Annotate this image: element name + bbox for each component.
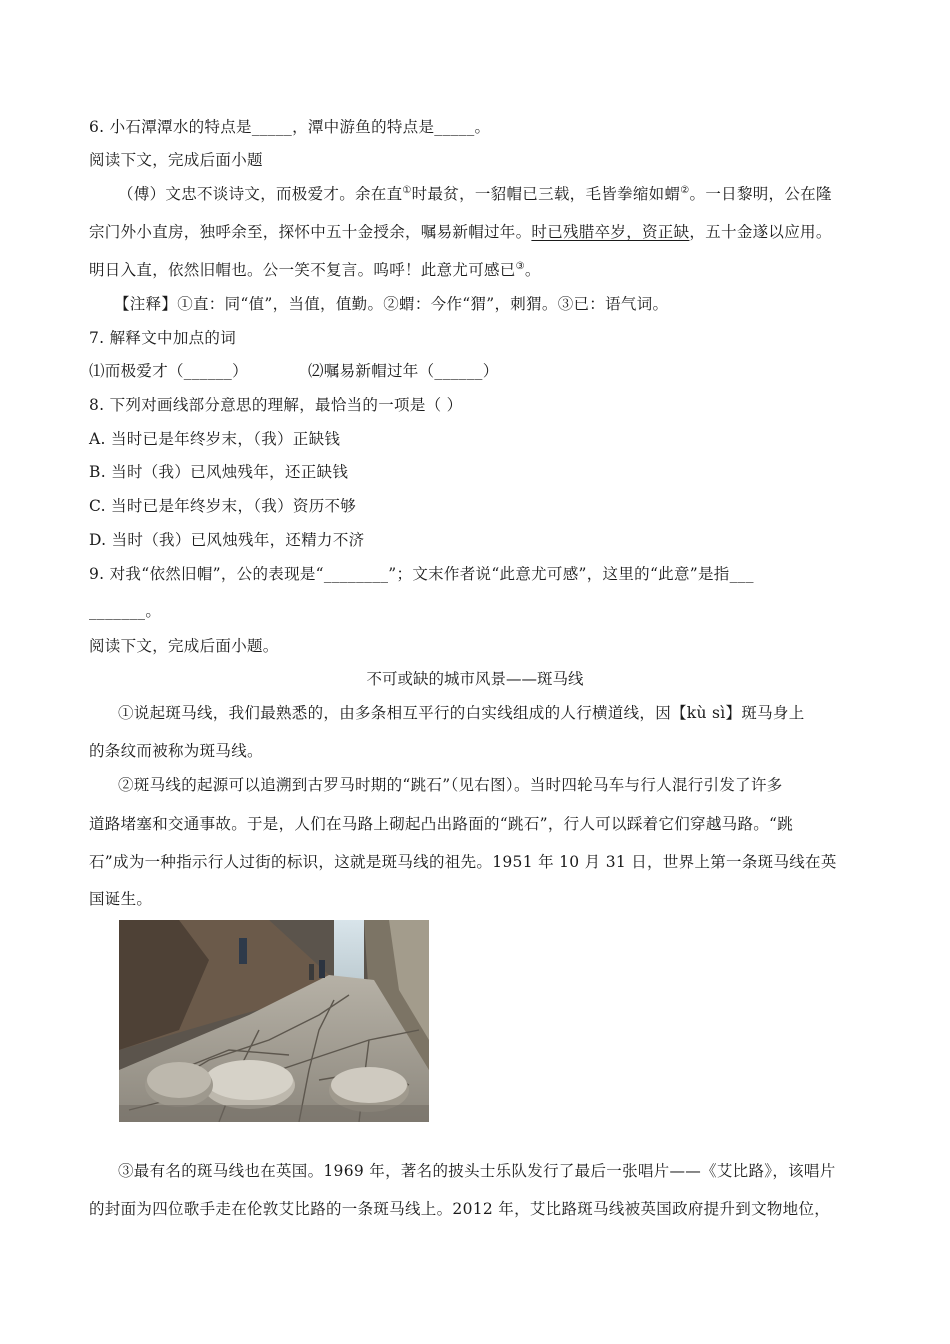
passage1-text: 时最贫，一貂帽已三载，毛皆拳缩如蝟 <box>411 185 681 203</box>
passage1-line2 <box>89 222 832 242</box>
question-7-item-2: ⑵嘱易新帽过年（______） <box>308 362 499 380</box>
article-p1-line2: 的条纹而被称为斑马线。 <box>89 742 263 760</box>
article-p2-line4: 国诞生。 <box>89 890 153 908</box>
footnote-ref-2: ② <box>680 184 690 196</box>
passage1-text: 。 <box>524 261 541 279</box>
passage1-line3 <box>89 260 541 280</box>
passage1-text: （傅）文忠不谈诗文，而极爱才。余在直 <box>118 185 403 203</box>
question-8-stem: 8. 下列对画线部分意思的理解，最恰当的一项是（ ） <box>89 396 463 414</box>
section-intro-1: 阅读下文，完成后面小题 <box>89 151 263 169</box>
question-6: 6. 小石潭潭水的特点是_____，潭中游鱼的特点是_____。 <box>89 118 491 136</box>
question-7-item-1: ⑴而极爱才（______） <box>89 362 248 380</box>
question-8-option-a: A. 当时已是年终岁末，（我）正缺钱 <box>89 430 341 448</box>
passage1-notes: 【注释】①直：同“值”，当值，值勤。②蝟：今作“猬”，刺猬。③已：语气词。 <box>114 295 669 313</box>
question-8-option-d: D. 当时（我）已风烛残年，还精力不济 <box>89 531 365 549</box>
passage1-text: 明日入直，依然旧帽也。公一笑不复言。呜呼！此意尤可感已 <box>89 261 516 279</box>
article-title: 不可或缺的城市风景——斑马线 <box>366 670 584 688</box>
passage1-text: 。一日黎明，公在隆 <box>689 185 832 203</box>
section-intro-2: 阅读下文，完成后面小题。 <box>89 637 279 655</box>
question-9-line2: _______。 <box>89 602 162 620</box>
article-p2-line3: 石”成为一种指示行人过街的标识，这就是斑马线的祖先。1951 年 10 月 31 日，世界上第一条斑马线在英 <box>89 853 837 871</box>
article-p2-line1: ②斑马线的起源可以追溯到古罗马时期的“跳石”（见右图）。当时四轮马车与行人混行引发了许多 <box>118 776 783 794</box>
passage1-text: 宗门外小直房，独呼余至，探怀中五十金授余，嘱易新帽过年。 <box>89 223 532 241</box>
article-p3-line2: 的封面为四位歌手走在伦敦艾比路的一条斑马线上。2012 年，艾比路斑马线被英国政府提升到文物地位， <box>89 1200 831 1218</box>
article-p1-line1: ①说起斑马线，我们最熟悉的，由多条相互平行的白实线组成的人行横道线，因【kù sì】斑马身上 <box>118 704 805 722</box>
stepping-stones-illustration <box>119 920 429 1122</box>
article-p3-line1: ③最有名的斑马线也在英国。1969 年，著名的披头士乐队发行了最后一张唱片——《艾比路》，该唱片 <box>118 1162 836 1180</box>
question-9-line1: 9. 对我“依然旧帽”，公的表现是“________”；文末作者说“此意尤可感”，这里的“此意”是指___ <box>89 565 754 583</box>
passage1-line1 <box>118 184 832 204</box>
question-8-option-c: C. 当时已是年终岁末，（我）资历不够 <box>89 497 357 515</box>
footnote-ref-1: ① <box>402 184 412 196</box>
question-7-stem: 7. 解释文中加点的词 <box>89 329 237 347</box>
passage1-text: ，五十金遂以应用。 <box>689 223 832 241</box>
footnote-ref-3: ③ <box>515 260 525 272</box>
stepping-stones-photo <box>119 920 429 1122</box>
underlined-phrase: 时已残腊卒岁，资正缺 <box>531 223 690 241</box>
article-p2-line2: 道路堵塞和交通事故。于是，人们在马路上砌起凸出路面的“跳石”，行人可以踩着它们穿越马路。“跳 <box>89 815 794 833</box>
question-8-option-b: B. 当时（我）已风烛残年，还正缺钱 <box>89 463 349 481</box>
